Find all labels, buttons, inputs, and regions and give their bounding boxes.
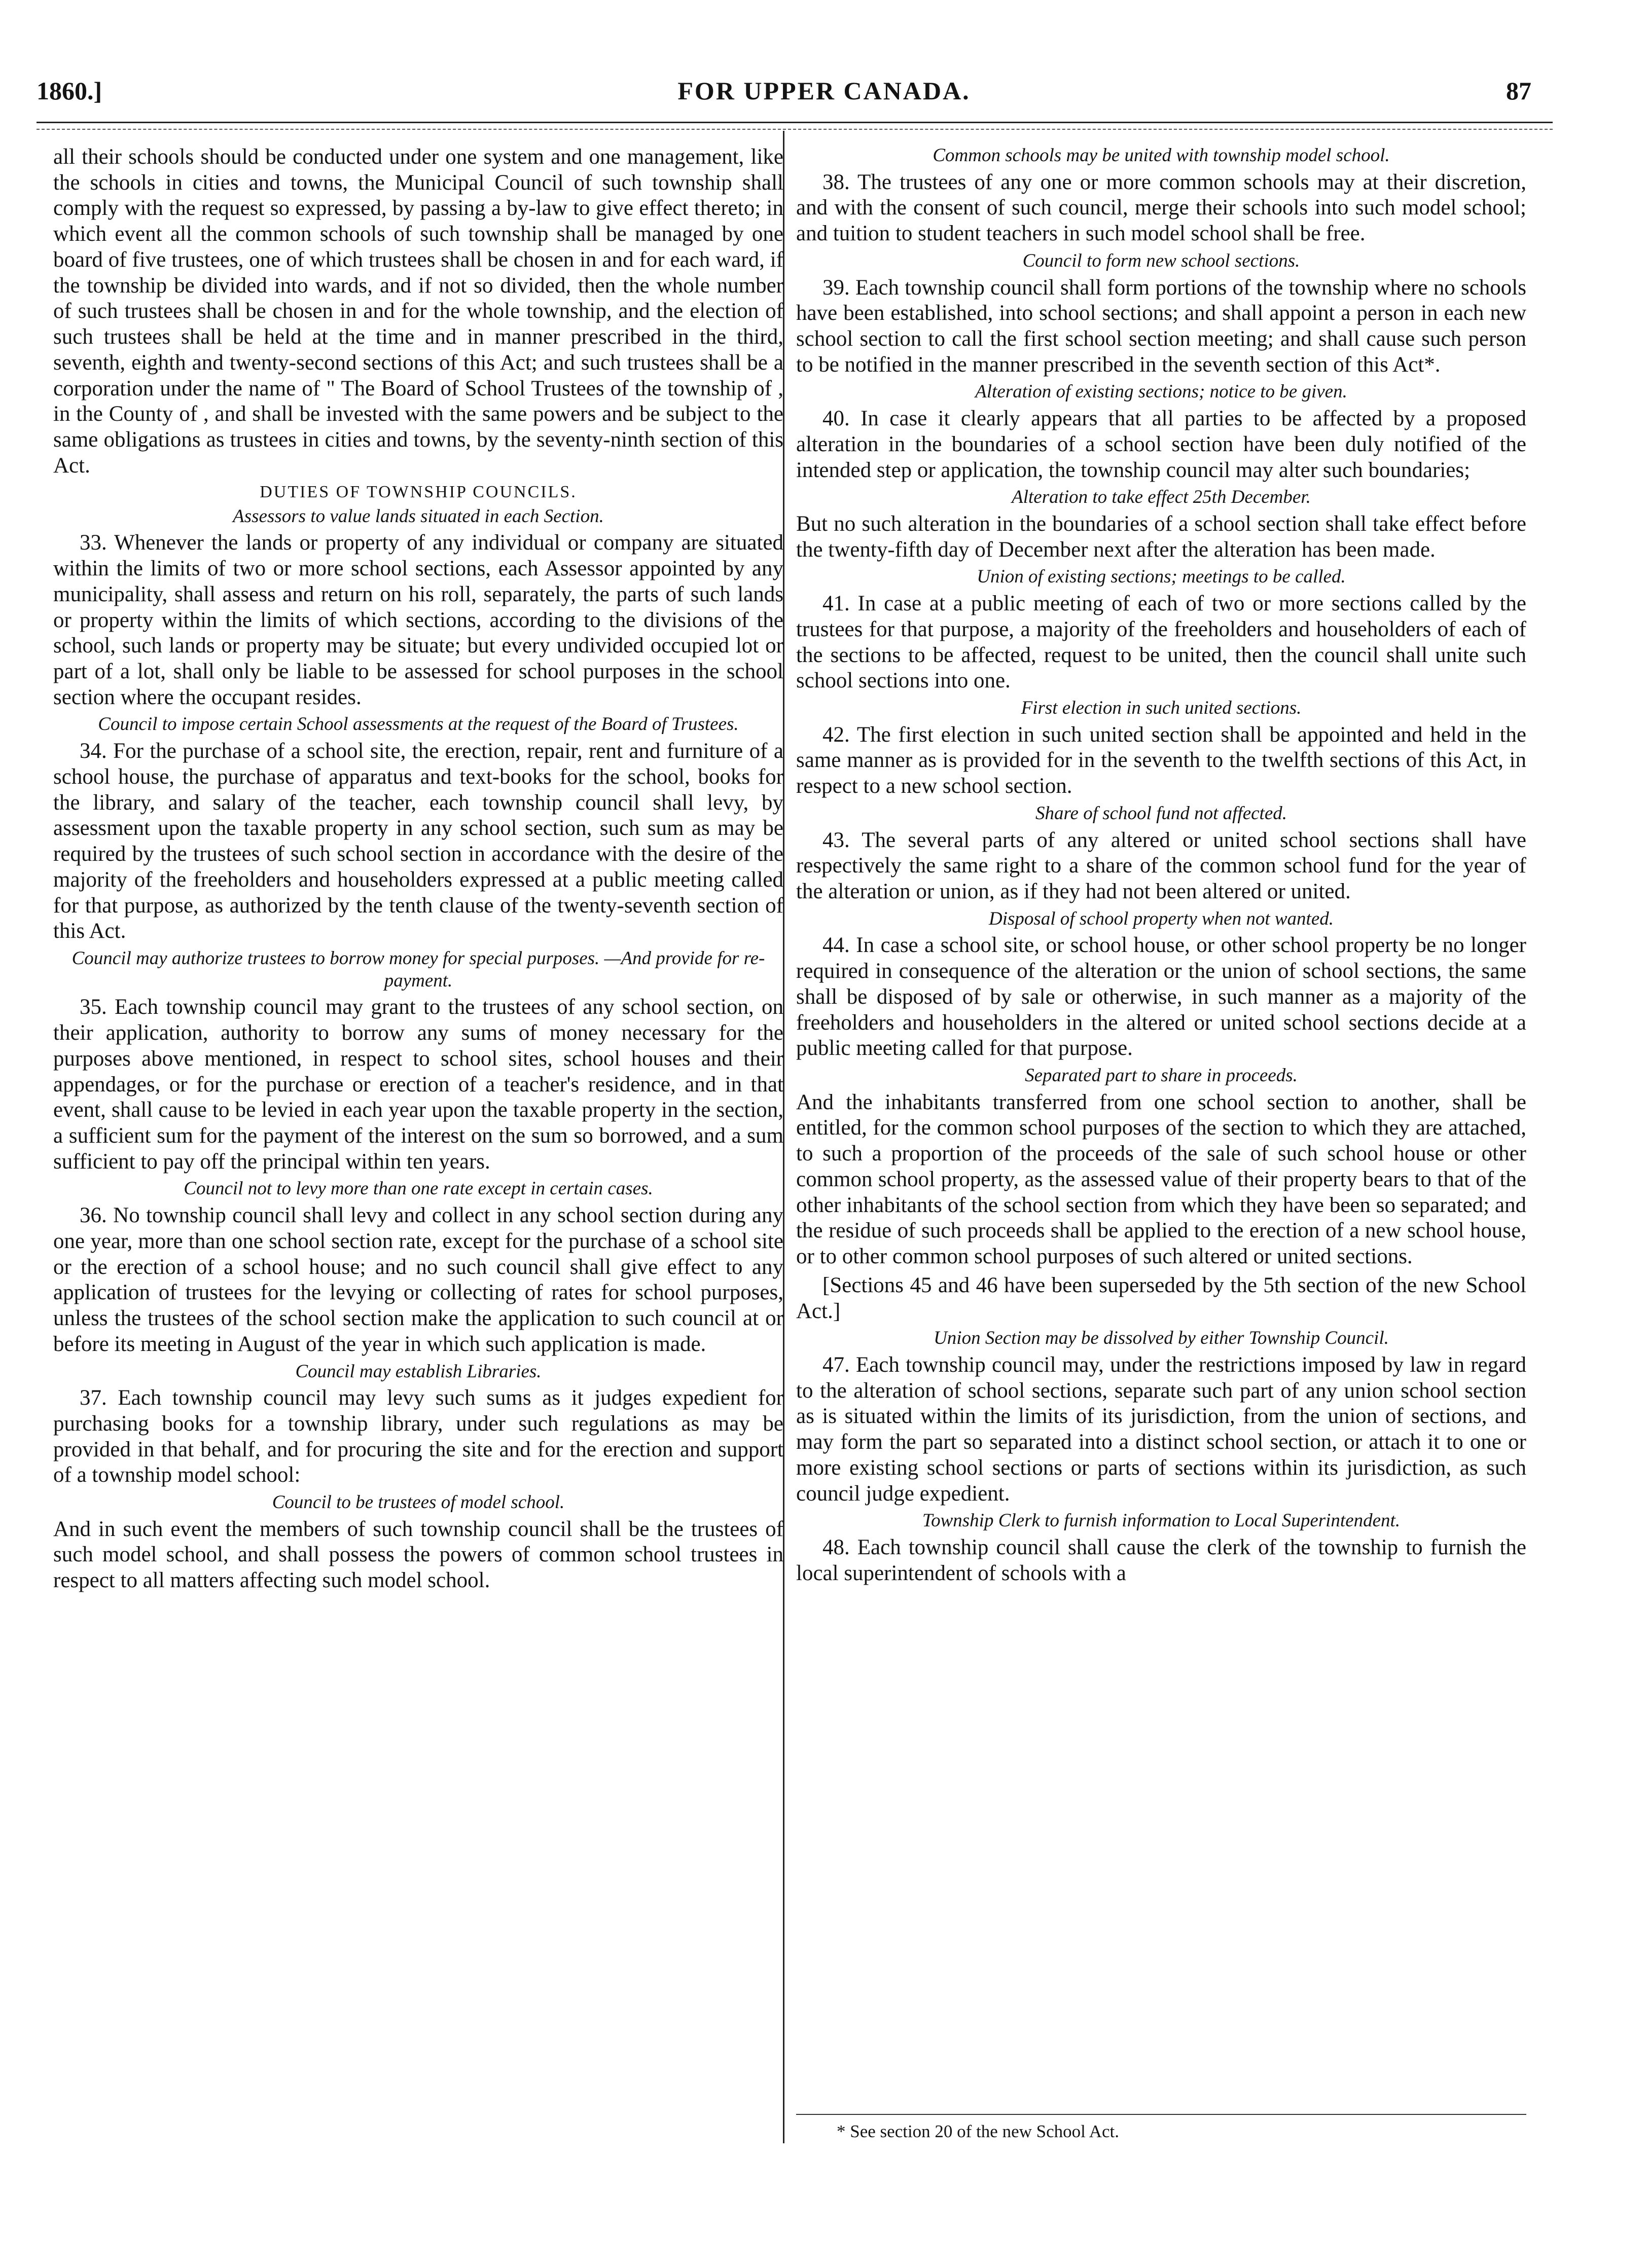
section-paragraph: 35. Each township council may grant to the trustees of any school section, on their application, authority to borrow any sums of money necessary for the purposes above mentioned, in respect to school sites, school houses and their appendages, or for the purchase or erection of a teacher's residence, and in that event, shall cause to be levied in each year upon the taxable property in the section, a sufficient sum for the payment of the interest on the sum so borrowed, and a sum sufficient to pay off the principal within ten years. xyxy=(53,995,783,1174)
marginal-heading: Alteration to take effect 25th December. xyxy=(1012,487,1311,508)
section-paragraph: 41. In case at a public meeting of each of two or more sections called by the trustees for that purpose, a majority of the freeholders and householders of each of the sections to be affected, request to be united, then the council shall unite such school sections into one. xyxy=(796,592,1526,693)
marginal-heading: Disposal of school property when not wanted. xyxy=(988,908,1334,929)
marginal-heading: Union of existing sections; meetings to be called. xyxy=(977,566,1346,588)
marginal-heading: Assessors to value lands situated in each Section. xyxy=(233,505,604,527)
header-rule-dashed xyxy=(37,129,1553,130)
footnote: * See section 20 of the new School Act. xyxy=(837,2121,1119,2141)
marginal-heading: Separated part to share in proceeds. xyxy=(1025,1065,1298,1086)
section-paragraph: [Sections 45 and 46 have been superseded by the 5th section of the new School Act.] xyxy=(796,1273,1526,1323)
section-paragraph: 33. Whenever the lands or property of any individual or company are situated within the limits of two or more school sections, each Assessor appointed by any municipality, shall assess and return on his roll, separately, the parts of such lands or property within the limits of which sections, according to the divisions of the school, such lands or property may be situate; but every undivided occupied lot or part of a lot, shall only be liable to be assessed for school purposes in the school section where the occupant resides. xyxy=(53,531,783,709)
footnote-rule xyxy=(796,2114,1526,2115)
section-paragraph: 34. For the purchase of a school site, the erection, repair, rent and furniture of a school house, the purchase of apparatus and text-books for the school, books for the library, and salary of the teacher, each township council shall levy, by assessment upon the taxable property in any school section, such sum as may be required by the trustees of such school section in accordance with the desire of the majority of the freeholders and householders expressed at a public meeting called for that purpose, as authorized by the tenth clause of the twenty-seventh section of this Act. xyxy=(53,739,783,943)
header-rule xyxy=(37,122,1553,123)
right-column xyxy=(796,144,1526,1590)
section-paragraph: all their schools should be conducted under one system and one management, like the schools in cities and towns, the Municipal Council of such township shall comply with the request so expressed, by passing a by-law to give effect thereto; in which event all the common schools of such township shall be managed by one board of five trustees, one of which trustees shall be chosen in and for each ward, if the township be divided into wards, and if not so divided, then the whole number of such trustees shall be chosen in and for the whole township, and the election of such trustees shall be held at the time and in manner prescribed in the third, seventh, eighth and twenty-second sections of this Act; and such trustees shall be a corporation under the name of " The Board of School Trustees of the township of , in the County of , and shall be invested with the same powers and be subject to the same obligations as trustees in cities and towns, by the seventy-ninth section of this Act. xyxy=(53,145,783,478)
marginal-heading: Common schools may be united with township model school. xyxy=(933,145,1390,166)
section-paragraph: 42. The first election in such united section shall be appointed and held in the same manner as is provided for in the seventh to the twelfth sections of this Act, in respect to a new school section. xyxy=(796,722,1526,798)
section-paragraph: 44. In case a school site, or school house, or other school property be no longer required in consequence of the alteration or the union of school sections, the same shall be disposed of by sale or otherwise, in such manner as a majority of the freeholders and householders in the altered or united school sections decide at a public meeting called for that purpose. xyxy=(796,933,1526,1060)
marginal-heading: Council to form new school sections. xyxy=(1022,250,1300,271)
section-paragraph: But no such alteration in the boundaries of a school section shall take effect before the twenty-fifth day of December next after the alteration has been made. xyxy=(796,511,1526,562)
section-paragraph: 38. The trustees of any one or more common schools may at their discretion, and with the consent of such council, merge their schools into such model school; and tuition to student teachers in such model school shall be free. xyxy=(796,170,1526,246)
section-paragraph: 48. Each township council shall cause the clerk of the township to furnish the local superintendent of schools with a xyxy=(796,1535,1526,1585)
section-paragraph: 43. The several parts of any altered or united school sections shall have respectively the same right to a share of the common school fund for the year of the alteration or union, as if they had not been altered or united. xyxy=(796,828,1526,904)
marginal-heading: Council to impose certain School assessments at the request of the Board of Trustees. xyxy=(98,714,739,735)
part-heading: DUTIES OF TOWNSHIP COUNCILS. xyxy=(260,482,577,501)
header-title: FOR UPPER CANADA. xyxy=(677,77,971,105)
section-paragraph: 40. In case it clearly appears that all parties to be affected by a proposed alteration in the boundaries of a school section have been duly notified of the intended step or application, the township council may alter such boundaries; xyxy=(796,407,1526,482)
section-paragraph: 36. No township council shall levy and collect in any school section during any one year, more than one school section rate, except for the purchase of a school site or the erection of a school house; and no such council shall give effect to any application of trustees for the levying or collecting of rates for school purposes, unless the trustees of the school section make the application to such council at or before its meeting in August of the year in which such application is made. xyxy=(53,1203,783,1356)
section-paragraph: 39. Each township council shall form portions of the township where no schools have been established, into school sections; and shall appoint a person in each new school section to call the first school section meeting; and shall cause such person to be notified in the manner prescribed in the seventh section of this Act*. xyxy=(796,275,1526,377)
marginal-heading: Council may establish Libraries. xyxy=(295,1361,542,1382)
marginal-heading: Council to be trustees of model school. xyxy=(272,1492,565,1513)
marginal-heading: Council not to levy more than one rate except in certain cases. xyxy=(184,1178,653,1199)
section-paragraph: 37. Each township council may levy such sums as it judges expedient for purchasing books for a township library, under such regulations as may be provided in that behalf, and for procuring the site and for the erection and support of a township model school: xyxy=(53,1386,783,1487)
marginal-heading: First election in such united sections. xyxy=(1021,698,1302,719)
section-paragraph: 47. Each township council may, under the restrictions imposed by law in regard to the alteration of school sections, separate such part of any union school section as is situated within the limits of its jurisdiction, from the union of sections, and may form the part so separated into a distinct school section, or attach it to one or more existing school sections or parts of sections within its jurisdiction, as such council judge expedient. xyxy=(796,1353,1526,1506)
marginal-heading: Share of school fund not affected. xyxy=(1035,802,1287,824)
header-year: 1860.] xyxy=(37,77,102,105)
marginal-heading: Alteration of existing sections; notice to be given. xyxy=(975,381,1347,403)
left-column xyxy=(53,144,783,1597)
section-paragraph: And in such event the members of such township council shall be the trustees of such model school, and shall possess the powers of common school trustees in respect to all matters affecting such model school. xyxy=(53,1517,783,1593)
marginal-heading: Township Clerk to furnish information to Local Superintendent. xyxy=(922,1510,1401,1531)
page-number: 87 xyxy=(1506,77,1531,105)
section-paragraph: And the inhabitants transferred from one school section to another, shall be entitled, for the common school purposes of the section to which they are attached, to such a proportion of the proceeds of the sale of such school house or other common school property, as the assessed value of their property bears to that of the other inhabitants of the school section from which they have been so separated; and the residue of such proceeds shall be applied to the erection of a new school house, or to other common school purposes of such altered or united sections. xyxy=(796,1090,1526,1269)
marginal-heading: Union Section may be dissolved by either Township Council. xyxy=(934,1328,1389,1349)
marginal-heading: Council may authorize trustees to borrow money for special purposes. —And provide for re-payment. xyxy=(71,947,765,991)
